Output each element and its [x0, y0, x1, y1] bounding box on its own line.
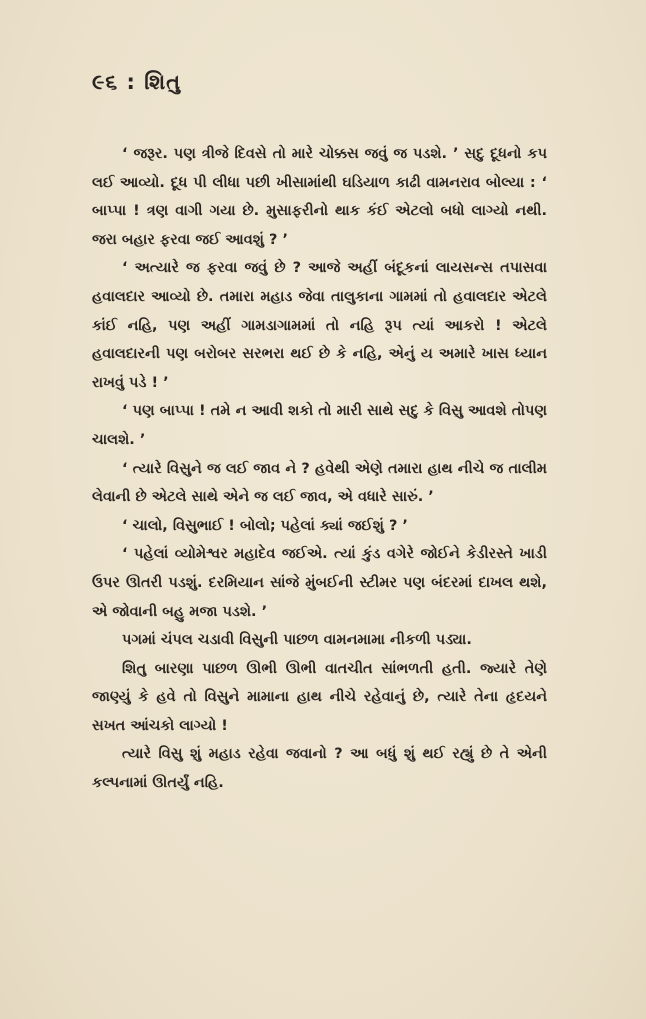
paragraph-6: ‘ પહેલાં વ્યોમેશ્વર મહાદેવ જઈએ. ત્યાં કુંડ વગેરે જોઈને કેડીરસ્તે ખાડી ઉપર ઊતરી પડશું. દરમિયાન સાંજે મુંબઈની સ્ટીમર પણ બંદરમાં દાખલ થશે, એ જોવાની બહુ મજા પડશે. ’: [92, 546, 547, 620]
paragraph-9: ત્યારે વિસુ શું મહાડ રહેવા જવાનો ? આ બધું શું થઈ રહ્યું છે તે એની કલ્પનામાં ઊતર્યું નહિ.: [92, 746, 547, 792]
paragraph-4: ‘ ત્યારે વિસુને જ લઈ જાવ ને ? હવેથી એણે તમારા હાથ નીચે જ તાલીમ લેવાની છે એટલે સાથે એને જ લઈ જાવ, એ વધારે સારું. ’: [92, 460, 547, 506]
paragraph-3: ‘ પણ બાપ્પા ! તમે ન આવી શકો તો મારી સાથે સદુ કે વિસુ આવશે તોપણ ચાલશે. ’: [92, 403, 547, 448]
paragraph-2: ‘ અત્યારે જ ફરવા જવું છે ? આજે અહીં બંદૂકનાં લાયસન્સ તપાસવા હવાલદાર આવ્યો છે. તમારા મહાડ જેવા તાલુકાના ગામમાં તો હવાલદાર એટલે કાંઈ નહિ, પણ અહીં ગામડાગામમાં તો નહિ રૂપ ત્યાં આકરો ! એટલે હવાલદારની પણ બરોબર સરભરા થઈ છે કે નહિ, એનું ય અમારે ખાસ ધ્યાન રાખવું પડે ! ’: [92, 260, 547, 391]
page-body: [92, 140, 547, 798]
paragraph-5: ‘ ચાલો, વિસુભાઈ ! બોલો; પહેલાં ક્યાં જઈશું ? ’: [122, 517, 408, 534]
paragraph-8: શિતુ બારણા પાછળ ઊભી ઊભી વાતચીત સાંભળતી હતી. જ્યારે તેણે જાણ્યું કે હવે તો વિસુને મામાના હાથ નીચે રહેવાનું છે, ત્યારે તેના હૃદયને સખત આંચકો લાગ્યો !: [92, 660, 547, 734]
paragraph-7: પગમાં ચંપલ ચડાવી વિસુની પાછળ વામનમામા નીકળી પડ્યા.: [122, 632, 472, 649]
page-header: ૯૬ : શિતુ: [92, 70, 182, 94]
paragraph-1: ‘ જરૂર. પણ ત્રીજે દિવસે તો મારે ચોક્કસ જવું જ પડશે. ’ સદુ દૂધનો કપ લઈ આવ્યો. દૂધ પી લીધા પછી ખીસામાંથી ઘડિયાળ કાઢી વામનરાવ બોલ્યા : ‘ બાપ્પા ! ત્રણ વાગી ગયા છે. મુસાફરીનો થાક કંઈ એટલો બધો લાગ્યો નથી. જરા બહાર ફરવા જઈ આવશું ? ’: [92, 146, 547, 248]
